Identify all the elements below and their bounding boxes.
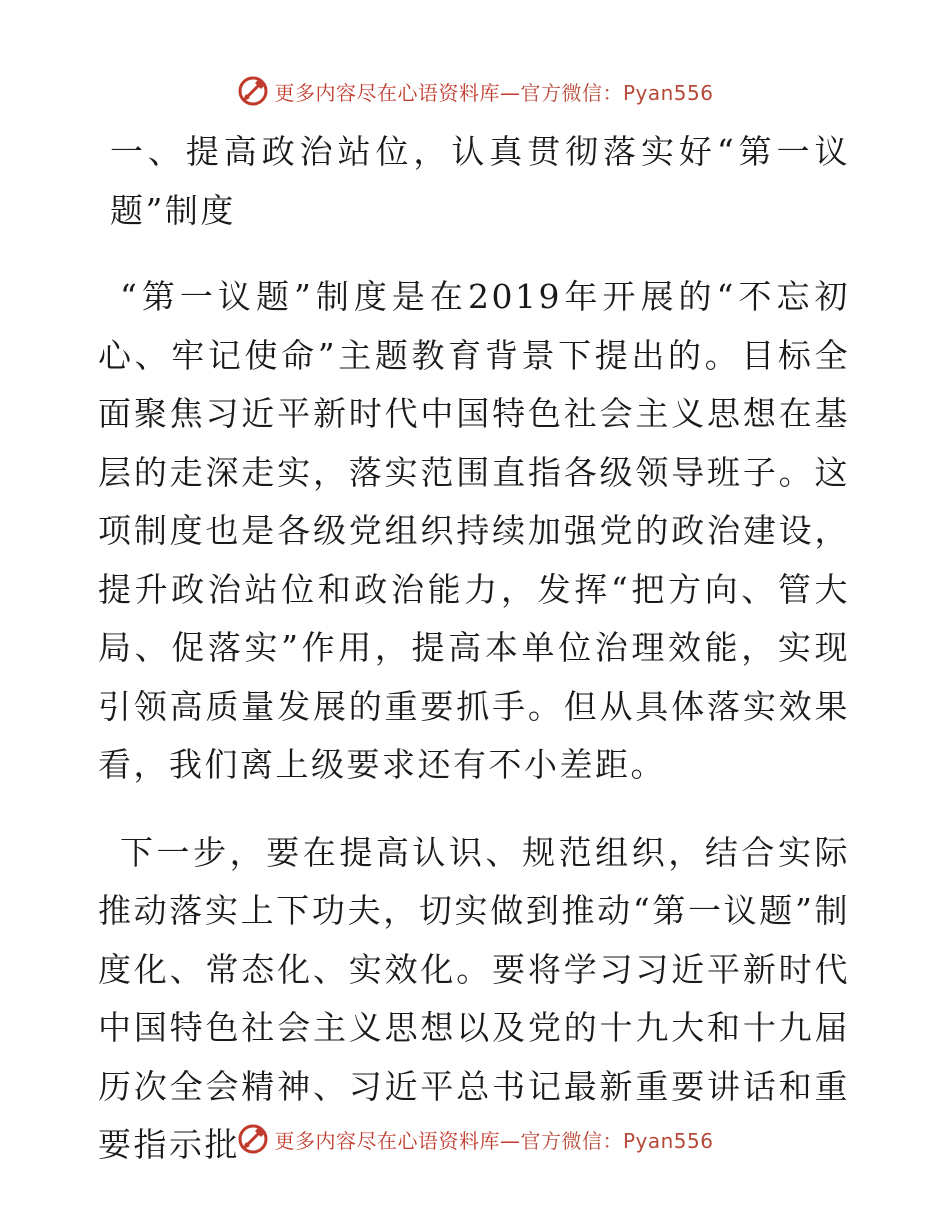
banner-wechat: 官方微信：Pyan556: [520, 80, 714, 105]
section-heading: 一、提高政治站位，认真贯彻落实好“第一议题”制度: [110, 132, 850, 230]
brush-pen-logo-icon: [236, 74, 270, 108]
banner-text: 更多内容尽在心语资料库—: [274, 1128, 521, 1153]
paragraph-2: 下一步，要在提高认识、规范组织，结合实际推动落实上下功夫，切实做到推动“第一议题”制度化、常态化、实效化。要将学习习近平新时代中国特色社会主义思想以及党的十九大和十九届历次全会精神、习近平总书记最新重要讲话和重要指示批: [98, 832, 850, 1164]
header-watermark-banner: [0, 71, 950, 111]
document-body: [98, 123, 850, 1204]
banner-text: 更多内容尽在心语资料库—: [274, 80, 521, 105]
banner-wechat: 官方微信：Pyan556: [520, 1128, 714, 1153]
footer-watermark-banner: [0, 1119, 950, 1159]
paragraph-1: “第一议题”制度是在2019年开展的“不忘初心、牢记使命”主题教育背景下提出的。目标全面聚焦习近平新时代中国特色社会主义思想在基层的走深走实，落实范围直指各级领导班子。这项制度也是各级党组织持续加强党的政治建设，提升政治站位和政治能力，发挥“把方向、管大局、促落实”作用，提高本单位治理效能，实现引领高质量发展的重要抓手。但从具体落实效果看，我们离上级要求还有不小差距。: [98, 277, 850, 784]
brush-pen-logo-icon: [236, 1122, 270, 1156]
